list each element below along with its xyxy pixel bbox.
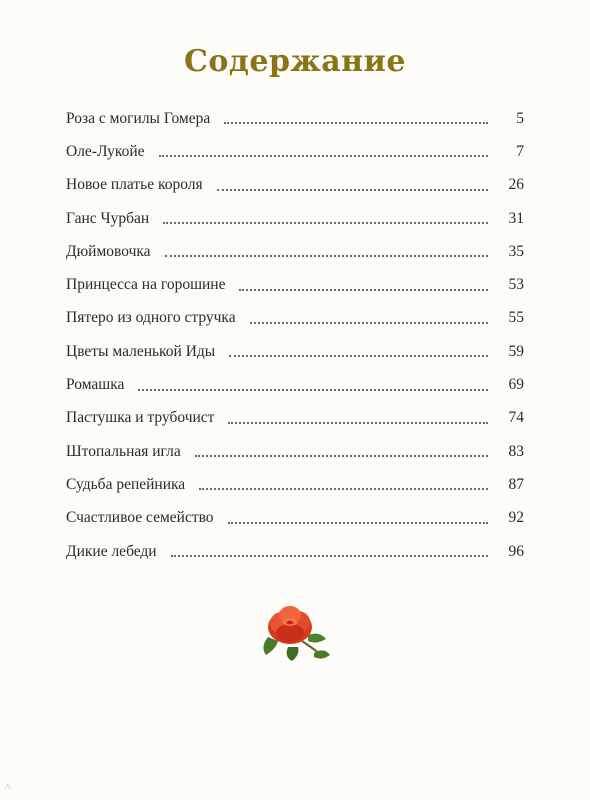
toc-entry-page: 31: [508, 209, 524, 227]
toc-entry-page: 92: [508, 509, 524, 527]
toc-entry-page: 74: [508, 409, 524, 427]
toc-entry-title: Принцесса на горошине: [66, 276, 226, 294]
toc-entry: [66, 368, 524, 401]
toc-entry-title: Судьба репейника: [66, 475, 186, 493]
toc-entry-page: 55: [508, 309, 524, 327]
toc-entry: [66, 435, 524, 468]
dot-leader: [250, 321, 488, 324]
toc-entry-title: Счастливое семейство: [66, 509, 214, 527]
dot-leader: [239, 288, 488, 291]
dot-leader: [217, 188, 488, 191]
toc-entry-page: 69: [508, 376, 524, 394]
toc-entry-page: 35: [508, 242, 524, 260]
toc-entry-page: 87: [508, 475, 524, 493]
toc-entry: [66, 302, 524, 335]
toc-entry-title: Штопальная игла: [66, 442, 181, 460]
toc-entry-title: Дикие лебеди: [66, 542, 157, 560]
toc-entry-title: Новое платье короля: [66, 176, 203, 194]
toc-entry-page: 53: [508, 276, 524, 294]
dot-leader: [159, 154, 488, 157]
toc-entry: [66, 402, 524, 435]
toc-entry: [66, 135, 524, 168]
dot-leader: [228, 521, 488, 524]
toc-entry: [66, 102, 524, 135]
dot-leader: [199, 487, 488, 490]
toc-entry: [66, 268, 524, 301]
toc-entry-page: 26: [508, 176, 524, 194]
dot-leader: [228, 421, 488, 424]
toc-entry-title: Пятеро из одного стручка: [66, 309, 236, 327]
page-title: Содержание: [184, 44, 406, 79]
toc-entry-page: 5: [516, 109, 524, 127]
toc-entry-title: Цветы маленькой Иды: [66, 342, 216, 360]
toc-entry-page: 83: [508, 442, 524, 460]
rose-illustration-icon: [254, 597, 334, 663]
toc-entry-title: Дюймовочка: [66, 242, 151, 260]
dot-leader: [171, 554, 488, 557]
dot-leader: [229, 354, 488, 357]
toc-entry: [66, 335, 524, 368]
toc-entry-title: Пастушка и трубочист: [66, 409, 215, 427]
toc-entry-page: 59: [508, 342, 524, 360]
table-of-contents: [66, 102, 524, 568]
toc-entry-title: Ганс Чурбан: [66, 209, 150, 227]
toc-entry-page: 96: [508, 542, 524, 560]
toc-entry: [66, 502, 524, 535]
dot-leader: [165, 254, 488, 257]
toc-entry: [66, 535, 524, 568]
toc-entry-title: Ромашка: [66, 376, 125, 394]
toc-entry-page: 7: [516, 142, 524, 160]
dot-leader: [195, 454, 488, 457]
toc-entry: [66, 468, 524, 501]
toc-entry: [66, 202, 524, 235]
dot-leader: [224, 121, 488, 124]
toc-entry: [66, 169, 524, 202]
dot-leader: [138, 388, 488, 391]
corner-mark: ^: [5, 782, 11, 794]
toc-entry-title: Оле-Лукойе: [66, 142, 145, 160]
toc-entry: [66, 235, 524, 268]
dot-leader: [163, 221, 488, 224]
toc-entry-title: Роза с могилы Гомера: [66, 109, 211, 127]
